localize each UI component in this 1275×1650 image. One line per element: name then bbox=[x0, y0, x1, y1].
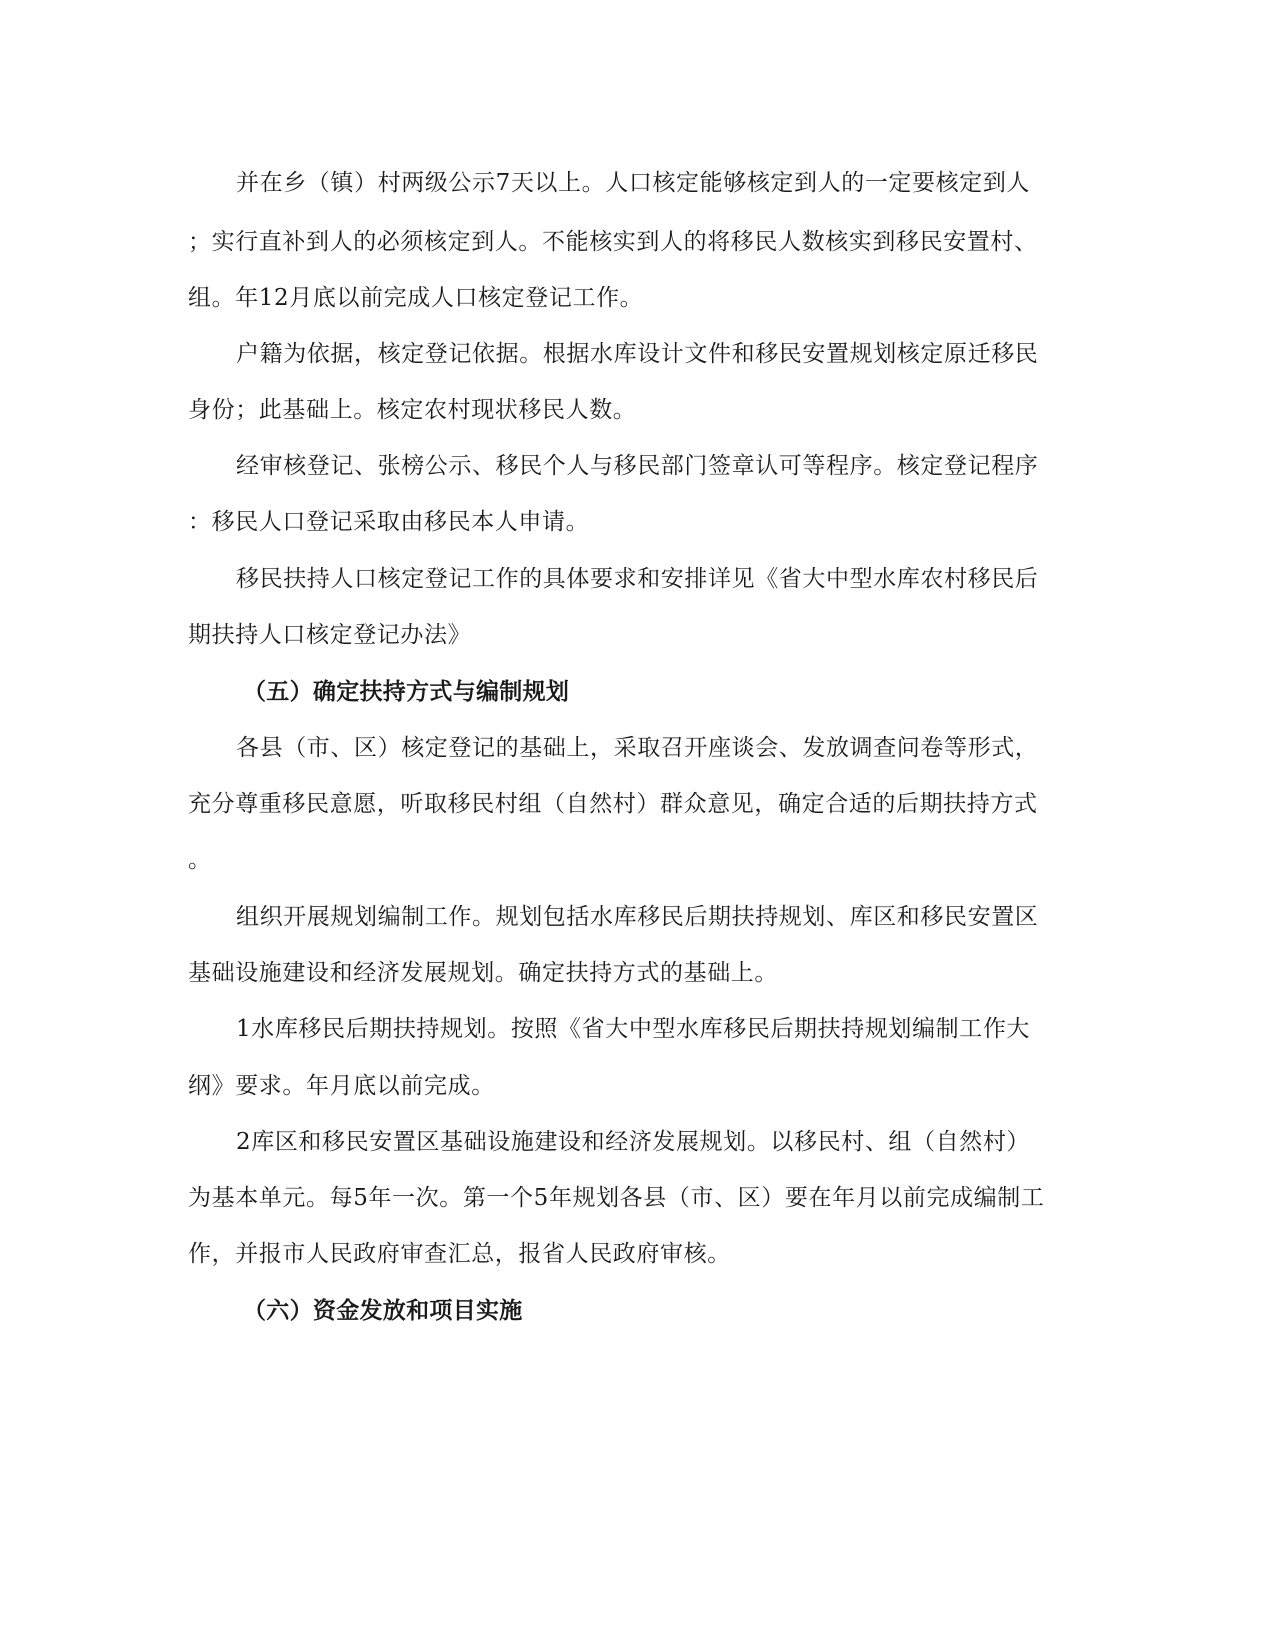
paragraph-line: 经审核登记、张榜公示、移民个人与移民部门签章认可等程序。核定登记程序 bbox=[236, 453, 1039, 479]
section-heading-6: （六）资金发放和项目实施 bbox=[243, 1298, 523, 1324]
paragraph-line: 身份；此基础上。核定农村现状移民人数。 bbox=[188, 397, 637, 423]
paragraph-line: ：移民人口登记采取由移民本人申请。 bbox=[188, 509, 590, 535]
paragraph-line: 1水库移民后期扶持规划。按照《省大中型水库移民后期扶持规划编制工作大 bbox=[236, 1016, 1031, 1042]
paragraph-line: 2库区和移民安置区基础设施建设和经济发展规划。以移民村、组（自然村） bbox=[236, 1129, 1031, 1155]
paragraph-line: 为基本单元。每5年一次。第一个5年规划各县（市、区）要在年月以前完成编制工 bbox=[188, 1185, 1045, 1211]
paragraph-line: 充分尊重移民意愿，听取移民村组（自然村）群众意见，确定合适的后期扶持方式 bbox=[188, 791, 1038, 817]
paragraph-line: 作，并报市人民政府审查汇总，报省人民政府审核。 bbox=[188, 1241, 731, 1267]
paragraph-line: 并在乡（镇）村两级公示7天以上。人口核定能够核定到人的一定要核定到人 bbox=[236, 170, 1031, 196]
paragraph-line: 组织开展规划编制工作。规划包括水库移民后期扶持规划、库区和移民安置区 bbox=[236, 904, 1039, 930]
paragraph-line: 移民扶持人口核定登记工作的具体要求和安排详见《省大中型水库农村移民后 bbox=[236, 566, 1039, 592]
paragraph-line: 基础设施建设和经济发展规划。确定扶持方式的基础上。 bbox=[188, 960, 778, 986]
paragraph-line: 。 bbox=[188, 847, 212, 873]
paragraph-line: 户籍为依据，核定登记依据。根据水库设计文件和移民安置规划核定原迁移民 bbox=[236, 341, 1039, 367]
paragraph-line: ；实行直补到人的必须核定到人。不能核实到人的将移民人数核实到移民安置村、 bbox=[188, 229, 1038, 255]
paragraph-line: 各县（市、区）核定登记的基础上，采取召开座谈会、发放调查问卷等形式， bbox=[236, 735, 1039, 761]
section-heading-5: （五）确定扶持方式与编制规划 bbox=[243, 679, 570, 705]
paragraph-line: 组。年12月底以前完成人口核定登记工作。 bbox=[188, 285, 644, 311]
paragraph-line: 期扶持人口核定登记办法》 bbox=[188, 622, 472, 648]
paragraph-line: 纲》要求。年月底以前完成。 bbox=[188, 1073, 495, 1099]
